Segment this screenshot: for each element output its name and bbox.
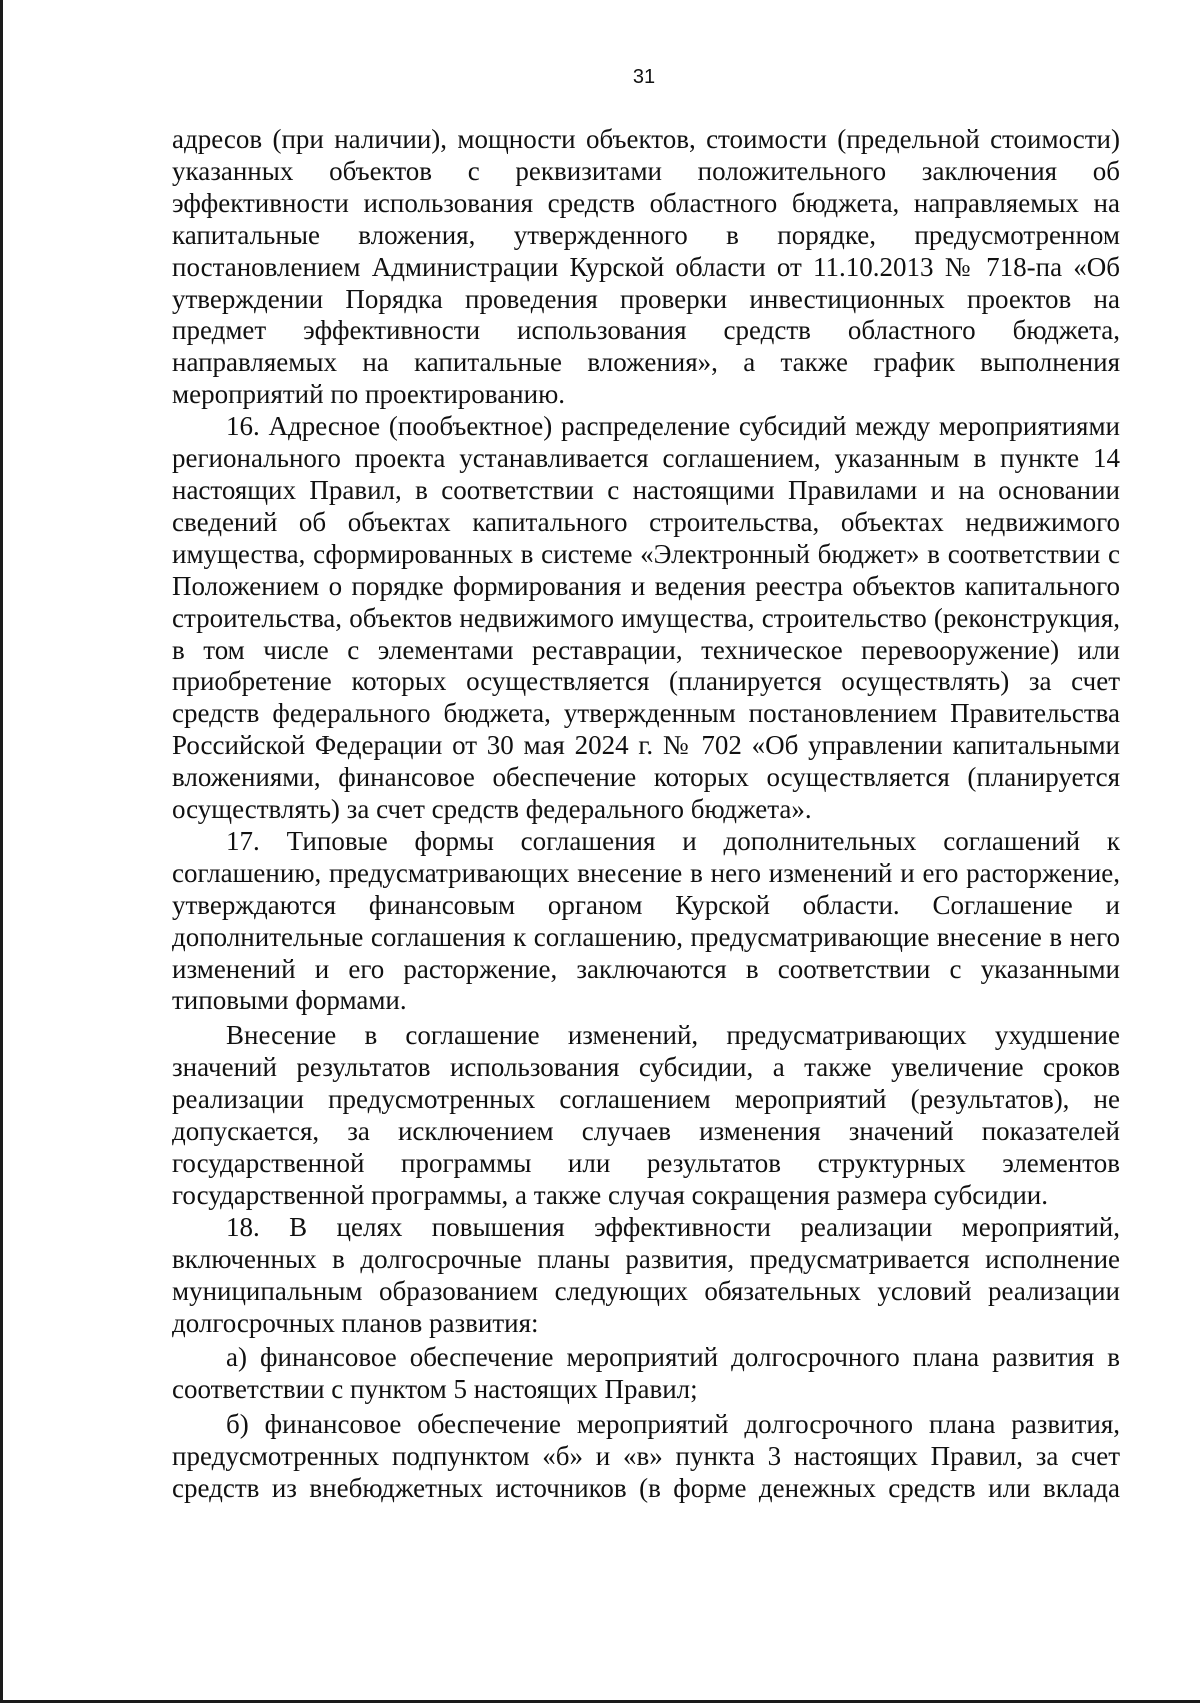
paragraph-continuation: адресов (при наличии), мощности объектов, стоимости (предельной стоимости) указанных объектов с реквизитами положительного заключения об эффективности использования средств областного бюджета, направляемых на капитальные вложения, утвержденного в порядке, предусмотренном постановлением Администрации Курской области от 11.10.2013 № 718-па «Об утверждении Порядка проведения проверки инвестиционных проектов на предмет эффективности использования средств областного бюджета, направляемых на капитальные вложения», а также график выполнения мероприятий по проектированию. [172, 124, 1120, 410]
paragraph-18: 18. В целях повышения эффективности реализации мероприятий, включенных в долгосрочные планы развития, предусматривается исполнение муниципальным образованием следующих обязательных условий реализации долгосрочных планов развития: [172, 1211, 1120, 1338]
paragraph-18-b: б) финансовое обеспечение мероприятий долгосрочного плана развития, предусмотренных подпунктом «б» и «в» пункта 3 настоящих Правил, за счет средств из внебюджетных источников (в форме денежных средств или вклада [172, 1409, 1120, 1504]
scan-border-left [0, 0, 3, 1703]
page-number: 31 [632, 66, 656, 88]
paragraph-16: 16. Адресное (пообъектное) распределение субсидий между мероприятиями регионального проекта устанавливается соглашением, указанным в пункте 14 настоящих Правил, в соответствии с настоящими Правилами и на основании сведений об объектах капитального строительства, объектах недвижимого имущества, сформированных в системе «Электронный бюджет» в соответствии с Положением о порядке формирования и ведения реестра объектов капитального строительства, объектов недвижимого имущества, строительство (реконструкция, в том числе с элементами реставрации, техническое перевооружение) или приобретение которых осуществляется (планируется осуществлять) за счет средств федерального бюджета, утвержденным постановлением Правительства Российской Федерации от 30 мая 2024 г. № 702 «Об управлении капитальными вложениями, финансовое обеспечение которых осуществляется (планируется осуществлять) за счет средств федерального бюджета». [172, 411, 1120, 825]
paragraph-amendments: Внесение в соглашение изменений, предусматривающих ухудшение значений результатов использования субсидии, а также увеличение сроков реализации предусмотренных соглашением мероприятий (результатов), не допускается, за исключением случаев изменения значений показателей государственной программы или результатов структурных элементов государственной программы, а также случая сокращения размера субсидии. [172, 1020, 1120, 1210]
paragraph-18-a: а) финансовое обеспечение мероприятий долгосрочного плана развития в соответствии с пунктом 5 настоящих Правил; [172, 1342, 1120, 1405]
document-body [172, 124, 1120, 1505]
paragraph-17: 17. Типовые формы соглашения и дополнительных соглашений к соглашению, предусматривающих внесение в него изменений и его расторжение, утверждаются финансовым органом Курской области. Соглашение и дополнительные соглашения к соглашению, предусматривающие внесение в него изменений и его расторжение, заключаются в соответствии с указанными типовыми формами. [172, 825, 1120, 1016]
